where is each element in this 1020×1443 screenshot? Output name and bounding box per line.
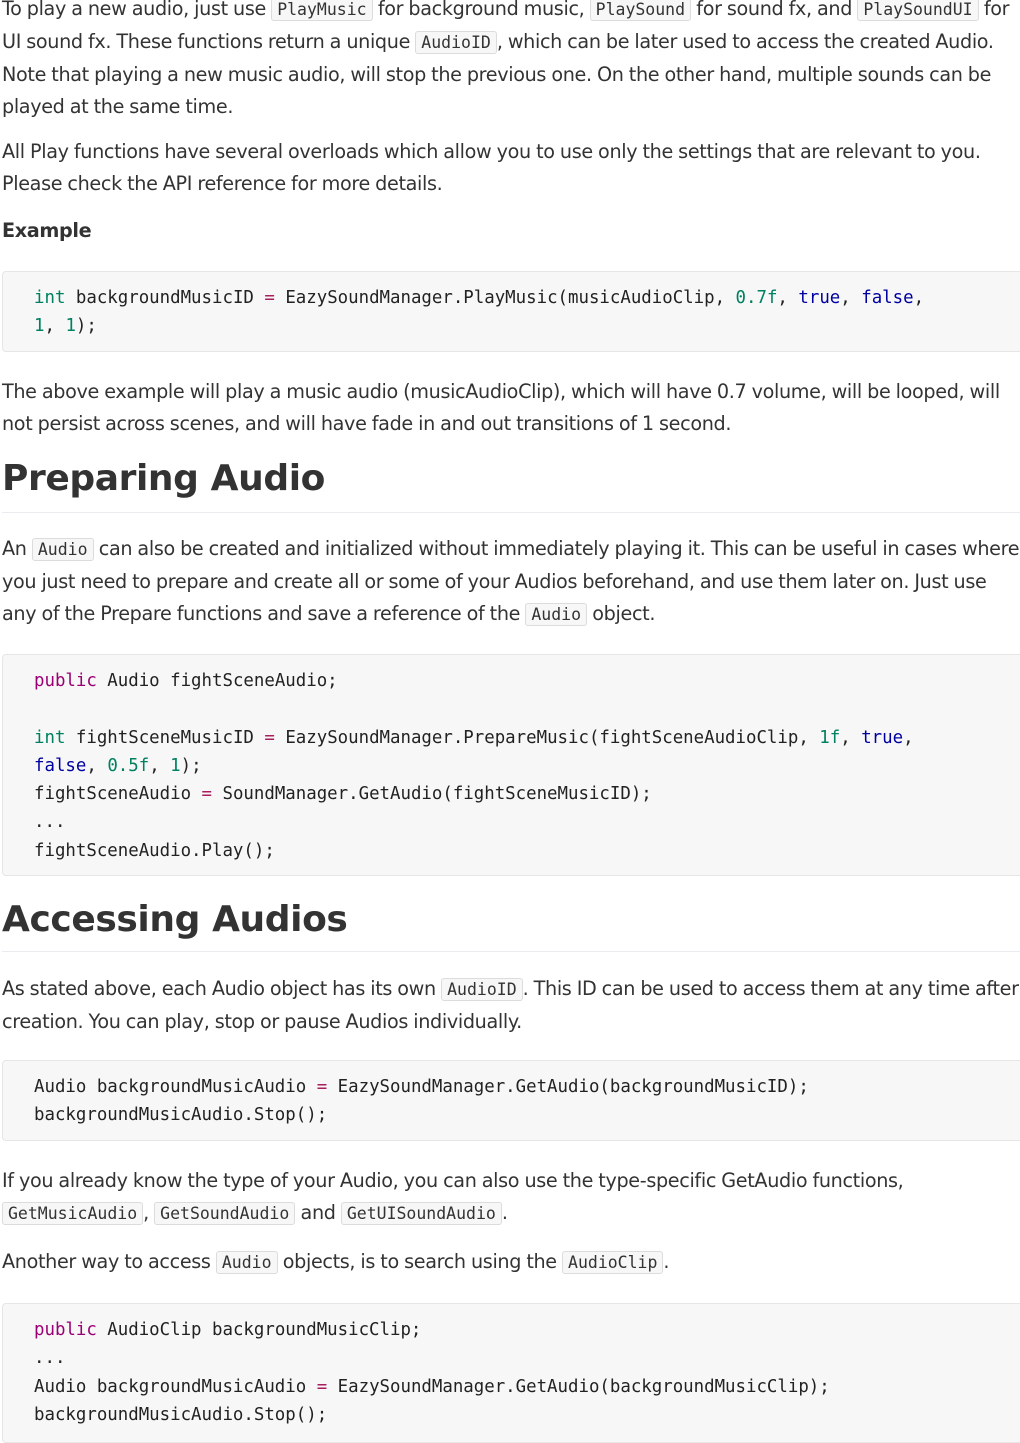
inline-code-audio: Audio xyxy=(525,603,587,626)
search-paragraph xyxy=(2,1246,1020,1279)
text: , xyxy=(143,1201,155,1224)
text: Another way to access xyxy=(2,1250,216,1273)
intro-paragraph xyxy=(2,0,1020,123)
inline-code-audioclip: AudioClip xyxy=(562,1251,663,1274)
heading-accessing-audios: Accessing Audios xyxy=(2,899,348,940)
inline-code-playmusic: PlayMusic xyxy=(271,0,372,21)
code-block-get-audio-by-clip: public AudioClip backgroundMusicClip; ... Audio backgroundMusicAudio = EazySoundManager.GetAudio(backgroundMusicClip); backgroundMusicAudio.Stop(); xyxy=(2,1303,1020,1443)
text: As stated above, each Audio object has its own xyxy=(2,977,442,1000)
text: To play a new audio, just use xyxy=(2,0,272,20)
accessing-paragraph xyxy=(2,973,1020,1038)
text: objects, is to search using the xyxy=(277,1250,563,1273)
inline-code-getsoundaudio: GetSoundAudio xyxy=(154,1202,295,1225)
text: . This ID can be used to access them at any time after creation. You can play, stop or pause Audios individually. xyxy=(2,977,1019,1033)
preparing-paragraph xyxy=(2,533,1020,631)
text: . xyxy=(501,1201,508,1224)
text: can also be created and initialized without immediately playing it. This can be useful in cases where you just need to prepare and create all or some of your Audios beforehand, and use them later on. Just use any of the Prepare functions and save a reference of the xyxy=(2,537,1020,625)
code-block-play-music: int backgroundMusicID = EazySoundManager.PlayMusic(musicAudioClip, 0.7f, true, false, 1, 1); xyxy=(2,271,1020,352)
example-description: The above example will play a music audio (musicAudioClip), which will have 0.7 volume, will be looped, will not persist across scenes, and will have fade in and out transitions of 1 second. xyxy=(2,380,1000,435)
inline-code-audio: Audio xyxy=(216,1251,278,1274)
heading-divider xyxy=(2,512,1020,513)
text: . xyxy=(663,1250,670,1273)
inline-code-playsoundui: PlaySoundUI xyxy=(857,0,978,21)
text: for background music, xyxy=(372,0,590,20)
text: An xyxy=(2,537,32,560)
text: , which can be later used to access the created Audio. Note that playing a new music audio, will stop the previous one. On the other hand, multiple sounds can be played at the same time. xyxy=(2,30,994,118)
text: for sound fx, and xyxy=(691,0,858,20)
inline-code-audioid: AudioID xyxy=(441,978,523,1001)
code-block-get-audio-by-id: Audio backgroundMusicAudio = EazySoundManager.GetAudio(backgroundMusicID); backgroundMusicAudio.Stop(); xyxy=(2,1060,1020,1141)
code-block-prepare-music: public Audio fightSceneAudio; int fightSceneMusicID = EazySoundManager.PrepareMusic(fightSceneAudioClip, 1f, true, false, 0.5f, 1); fightSceneAudio = SoundManager.GetAudio(fightSceneMusicID); ... fightSceneAudio.Play(); xyxy=(2,654,1020,876)
overloads-paragraph: All Play functions have several overloads which allow you to use only the settings that are relevant to you. Please check the API reference for more details. xyxy=(2,140,981,195)
inline-code-audioid: AudioID xyxy=(415,31,497,54)
example-label: Example xyxy=(2,219,92,242)
heading-preparing-audio: Preparing Audio xyxy=(2,458,325,499)
inline-code-getmusicaudio: GetMusicAudio xyxy=(2,1202,143,1225)
inline-code-getuisoundaudio: GetUISoundAudio xyxy=(341,1202,502,1225)
text: object. xyxy=(587,602,656,625)
text: and xyxy=(295,1201,341,1224)
inline-code-audio: Audio xyxy=(32,538,94,561)
inline-code-playsound: PlaySound xyxy=(590,0,691,21)
text: for UI sound fx. These functions return a unique xyxy=(2,0,1010,53)
text: If you already know the type of your Audio, you can also use the type-specific GetAudio functions, xyxy=(2,1169,904,1192)
heading-divider xyxy=(2,951,1020,952)
type-specific-paragraph xyxy=(2,1165,1020,1230)
